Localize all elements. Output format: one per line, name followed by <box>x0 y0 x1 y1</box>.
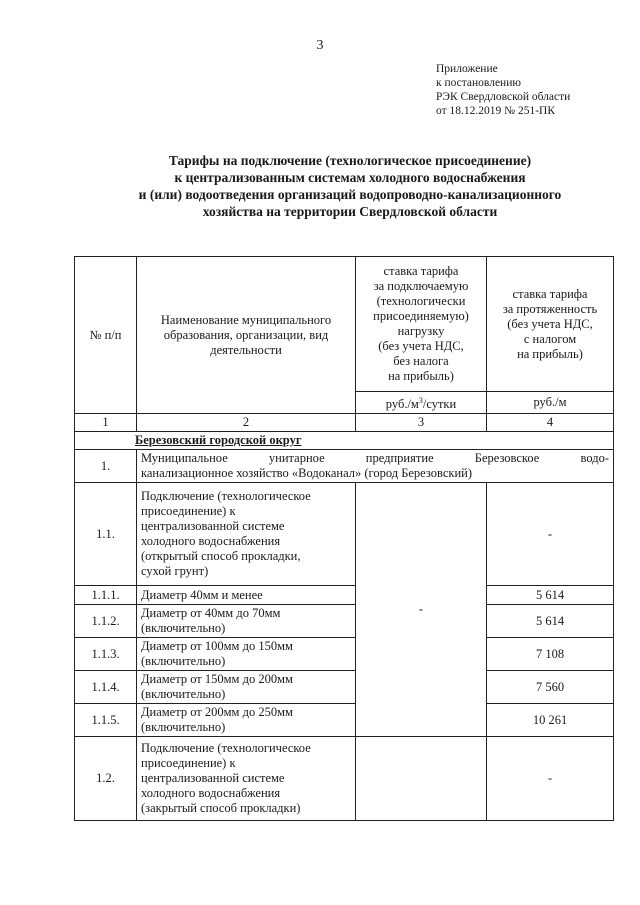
row-description: Диаметр от 100мм до 150мм (включительно) <box>137 638 356 671</box>
title-line: и (или) водоотведения организаций водопроводно-канализационного <box>138 187 562 202</box>
row-num: 1.1.1. <box>75 586 137 605</box>
row-description: Подключение (технологическое присоединение) к централизованной системе холодного водоснабжения (открытый способ прокладки, сухой грунт) <box>137 483 356 586</box>
rate-length-value: 7 560 <box>487 671 614 704</box>
header-name: Наименование муниципального образования, организации, вид деятельности <box>137 257 356 414</box>
unit-length: руб./м <box>487 392 614 414</box>
appendix-note <box>436 62 570 118</box>
rate-length-value: - <box>487 483 614 586</box>
rate-load-empty <box>356 737 487 821</box>
col-number: 3 <box>356 414 487 432</box>
rate-length-value: 10 261 <box>487 704 614 737</box>
title-line: хозяйства на территории Свердловской области <box>202 204 498 219</box>
table-row <box>75 638 614 671</box>
header-row <box>75 257 614 392</box>
appendix-line: РЭК Свердловской области <box>436 91 571 103</box>
table-row <box>75 737 614 821</box>
header-rate-load: ставка тарифа за подключаемую (технологически присоединяемую) нагрузку (без учета НДС, без налога на прибыль) <box>356 257 487 392</box>
col-number: 2 <box>137 414 356 432</box>
rate-length-value: - <box>487 737 614 821</box>
title-line: Тарифы на подключение (технологическое присоединение) <box>168 153 532 168</box>
row-description: Диаметр 40мм и менее <box>137 586 356 605</box>
document-title <box>60 152 640 220</box>
table-row <box>75 605 614 638</box>
row-description: Диаметр от 200мм до 250мм (включительно) <box>137 704 356 737</box>
row-description: Диаметр от 150мм до 200мм (включительно) <box>137 671 356 704</box>
table-row <box>75 483 614 586</box>
appendix-line: от 18.12.2019 № 251-ПК <box>436 105 556 117</box>
row-num: 1. <box>75 450 137 483</box>
appendix-line: к постановлению <box>436 77 521 89</box>
rate-length-value: 5 614 <box>487 586 614 605</box>
page-number: 3 <box>316 38 324 53</box>
title-line: к централизованным системам холодного водоснабжения <box>174 170 526 185</box>
org-row <box>75 450 614 483</box>
org-name: Муниципальное унитарное предприятие Березовское водо- канализационное хозяйство «Водоканал» (город Березовский) <box>137 450 614 483</box>
header-rate-length: ставка тарифа за протяженность (без учета НДС, с налогом на прибыль) <box>487 257 614 392</box>
col-number: 4 <box>487 414 614 432</box>
column-numbers-row <box>75 414 614 432</box>
row-num: 1.1.5. <box>75 704 137 737</box>
rate-load-value: - <box>356 483 487 737</box>
row-num: 1.1.2. <box>75 605 137 638</box>
table-row <box>75 586 614 605</box>
rate-length-value: 5 614 <box>487 605 614 638</box>
row-num: 1.1. <box>75 483 137 586</box>
row-num: 1.1.3. <box>75 638 137 671</box>
region-name: Березовский городской округ <box>75 432 614 450</box>
tariff-table <box>74 256 614 821</box>
row-description: Подключение (технологическое присоединение) к централизованной системе холодного водоснабжения (закрытый способ прокладки) <box>137 737 356 821</box>
table-row <box>75 704 614 737</box>
row-num: 1.1.4. <box>75 671 137 704</box>
appendix-line: Приложение <box>436 63 498 75</box>
rate-length-value: 7 108 <box>487 638 614 671</box>
col-number: 1 <box>75 414 137 432</box>
row-num: 1.2. <box>75 737 137 821</box>
unit-load: $руб./м^3$/сутки <box>356 392 487 414</box>
region-row <box>75 432 614 450</box>
table-row <box>75 671 614 704</box>
row-description: Диаметр от 40мм до 70мм (включительно) <box>137 605 356 638</box>
header-num: № п/п <box>75 257 137 414</box>
